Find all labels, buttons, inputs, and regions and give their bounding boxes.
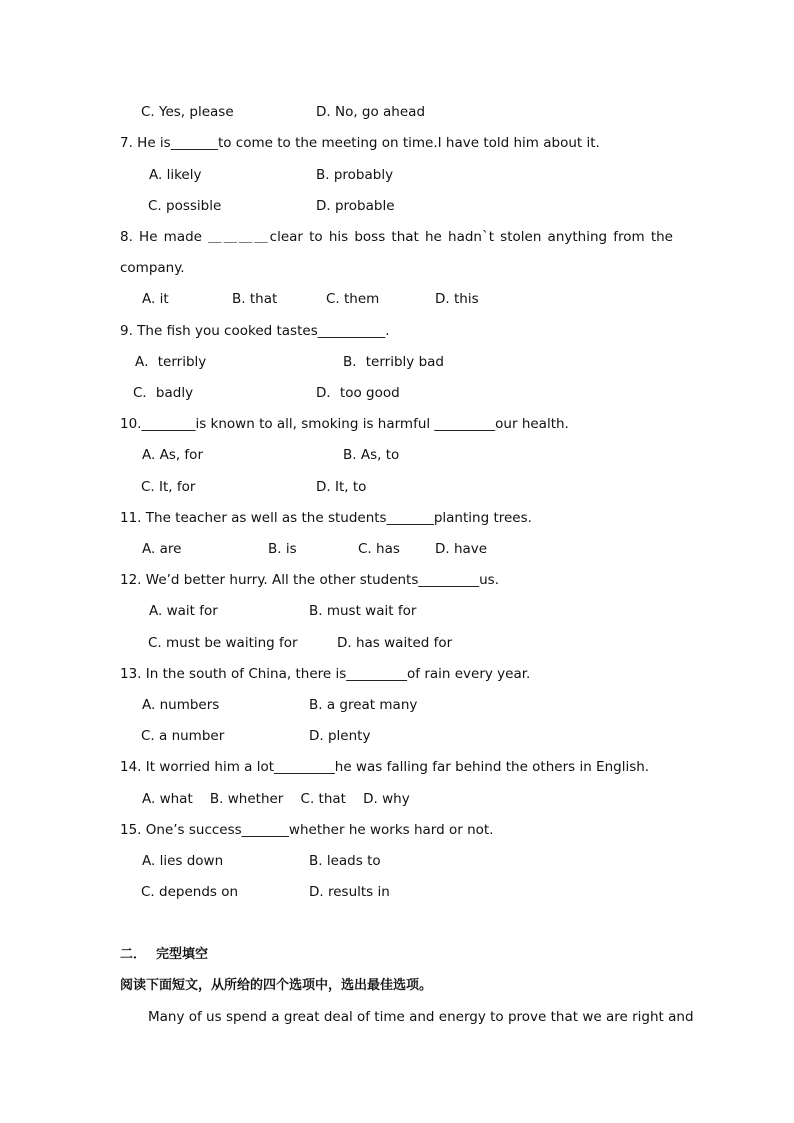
passage-first-line: Many of us spend a great deal of time and energy to prove that we are right and (148, 1009, 694, 1025)
q15-option-a: A. lies down (142, 853, 224, 869)
q7-option-b: B. probably (316, 167, 394, 183)
q8-stem-continued: company. (120, 260, 185, 276)
q15-stem: 15. One’s success_______whether he works hard or not. (120, 822, 494, 838)
q10-option-a: A. As, for (142, 447, 203, 463)
q13-option-b: B. a great many (309, 697, 418, 713)
q7-stem: 7. He is_______to come to the meeting on time.I have told him about it. (120, 135, 600, 151)
q8-stem: 8. He made ＿＿＿＿clear to his boss that he hadn`t stolen anything from the (120, 229, 673, 245)
q11-option-a: A. are (142, 541, 182, 557)
q10-option-d: D. It, to (316, 479, 367, 495)
section-instruction: 阅读下面短文，从所给的四个选项中，选出最佳选项。 (120, 978, 433, 993)
q9-option-b: B．terribly bad (343, 354, 444, 370)
q6-option-c: C. Yes, please (141, 104, 234, 120)
q12-option-a: A. wait for (149, 603, 218, 619)
q14-options: A. what B. whether C. that D. why (142, 791, 410, 807)
section-heading: 完型填空 (156, 947, 209, 962)
q12-option-c: C. must be waiting for (148, 635, 298, 651)
q11-option-b: B. is (268, 541, 297, 557)
q8-option-c: C. them (326, 291, 380, 307)
q11-stem: 11. The teacher as well as the students_______planting trees. (120, 510, 532, 526)
q13-stem: 13. In the south of China, there is_________of rain every year. (120, 666, 531, 682)
q13-option-c: C. a number (141, 728, 225, 744)
q8-option-a: A. it (142, 291, 169, 307)
q12-option-d: D. has waited for (337, 635, 453, 651)
q11-option-c: C. has (358, 541, 400, 557)
q13-option-a: A. numbers (142, 697, 220, 713)
q15-option-d: D. results in (309, 884, 390, 900)
q7-option-a: A. likely (149, 167, 202, 183)
q12-stem: 12. We’d better hurry. All the other students_________us. (120, 572, 500, 588)
section-number: 二． (120, 947, 147, 962)
q7-option-d: D. probable (316, 198, 395, 214)
q9-option-c: C．badly (133, 385, 194, 401)
q8-option-d: D. this (435, 291, 479, 307)
q15-option-c: C. depends on (141, 884, 239, 900)
q10-option-c: C. It, for (141, 479, 196, 495)
q11-option-d: D. have (435, 541, 488, 557)
q10-stem: 10.________is known to all, smoking is harmful _________our health. (120, 416, 569, 432)
q9-stem: 9. The fish you cooked tastes__________. (120, 323, 390, 339)
q9-option-a: A．terribly (135, 354, 207, 370)
q9-option-d: D．too good (316, 385, 400, 401)
q15-option-b: B. leads to (309, 853, 381, 869)
q14-stem: 14. It worried him a lot_________he was falling far behind the others in English. (120, 759, 650, 775)
q10-option-b: B. As, to (343, 447, 400, 463)
q7-option-c: C. possible (148, 198, 222, 214)
q8-option-b: B. that (232, 291, 278, 307)
q13-option-d: D. plenty (309, 728, 371, 744)
q12-option-b: B. must wait for (309, 603, 417, 619)
q6-option-d: D. No, go ahead (316, 104, 426, 120)
